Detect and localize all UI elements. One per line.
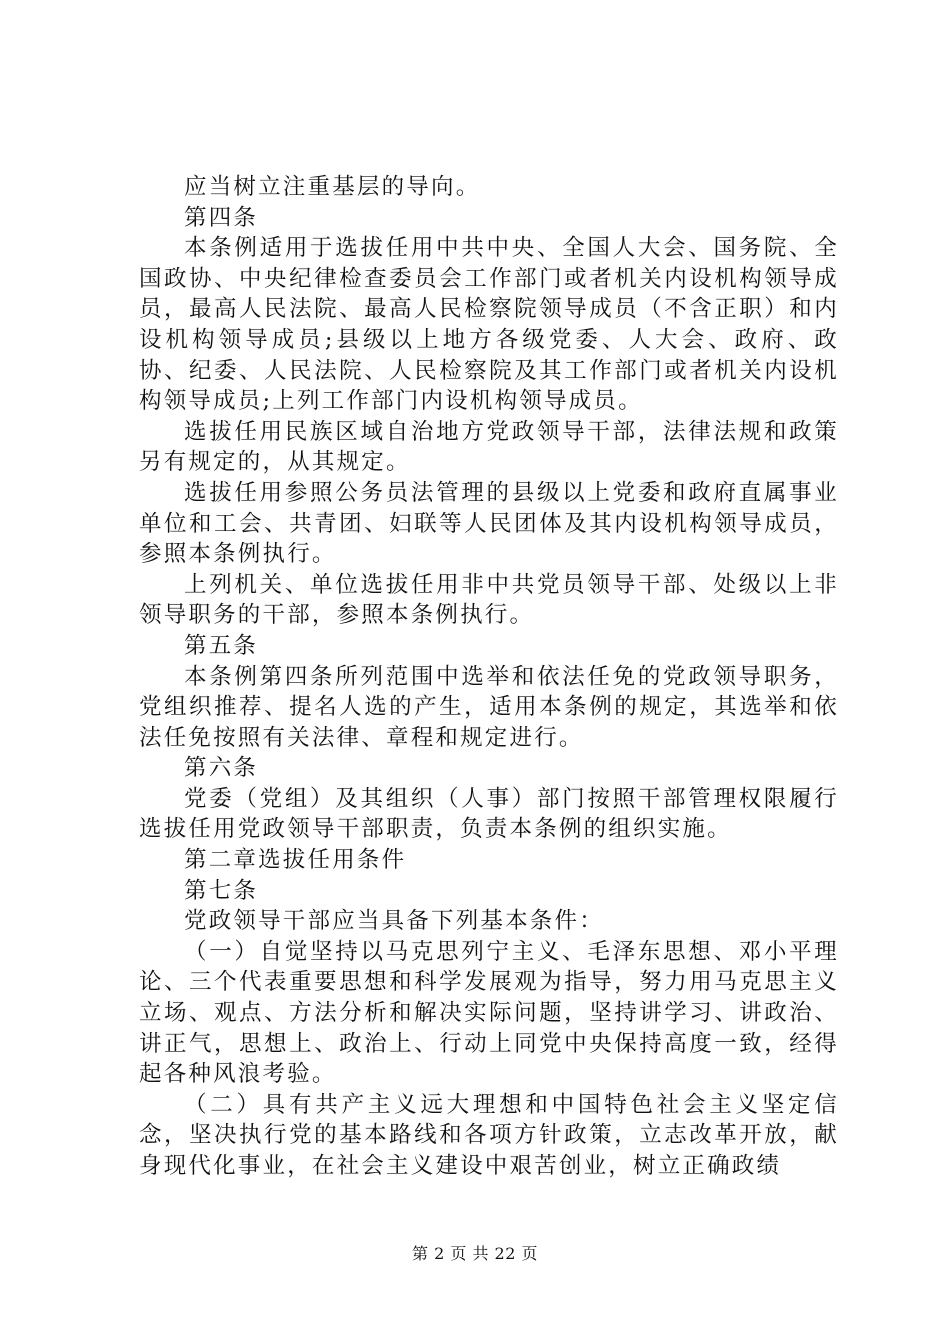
article-heading: 第六条 [184, 755, 259, 782]
article-heading: 第四条 [184, 204, 259, 231]
paragraph: 上列机关、单位选拔任用非中共党员领导干部、处级以上非领导职务的干部，参照本条例执行。 [139, 571, 839, 629]
article-heading: 第七条 [184, 877, 259, 904]
paragraph: 本条例适用于选拔任用中共中央、全国人大会、国务院、全国政协、中央纪律检查委员会工作部门或者机关内设机构领导成员，最高人民法院、最高人民检察院领导成员（不含正职）和内设机构领导成员;县级以上地方各级党委、人大会、政府、政协、纪委、人民法院、人民检察院及其工作部门或者机关内设机构领导成员;上列工作部门内设机构领导成员。 [139, 235, 839, 415]
chapter-heading: 第二章选拔任用条件 [184, 847, 407, 874]
paragraph: 党政领导干部应当具备下列基本条件： [184, 908, 604, 935]
paragraph: 党委（党组）及其组织（人事）部门按照干部管理权限履行选拔任用党政领导干部职责，负责本条例的组织实施。 [139, 785, 839, 843]
paragraph: 选拔任用民族区域自治地方党政领导干部，法律法规和政策另有规定的，从其规定。 [139, 418, 839, 476]
list-item: （一）自觉坚持以马克思列宁主义、毛泽东思想、邓小平理论、三个代表重要思想和科学发展观为指导，努力用马克思主义立场、观点、方法分析和解决实际问题，坚持讲学习、讲政治、讲正气，思想上、政治上、行动上同党中央保持高度一致，经得起各种风浪考验。 [139, 938, 839, 1088]
list-item: （二）具有共产主义远大理想和中国特色社会主义坚定信念，坚决执行党的基本路线和各项方针政策，立志改革开放，献身现代化事业，在社会主义建设中艰苦创业，树立正确政绩 [139, 1091, 839, 1179]
document-body [139, 172, 839, 1182]
page-number-footer: 第 2 页 共 22 页 [412, 1244, 538, 1263]
paragraph: 选拔任用参照公务员法管理的县级以上党委和政府直属事业单位和工会、共青团、妇联等人民团体及其内设机构领导成员，参照本条例执行。 [139, 479, 839, 568]
paragraph: 应当树立注重基层的导向。 [184, 174, 481, 200]
paragraph: 本条例第四条所列范围中选举和依法任免的党政领导职务，党组织推荐、提名人选的产生，适用本条例的规定，其选举和依法任免按照有关法律、章程和规定进行。 [139, 663, 839, 751]
article-heading: 第五条 [184, 632, 259, 659]
